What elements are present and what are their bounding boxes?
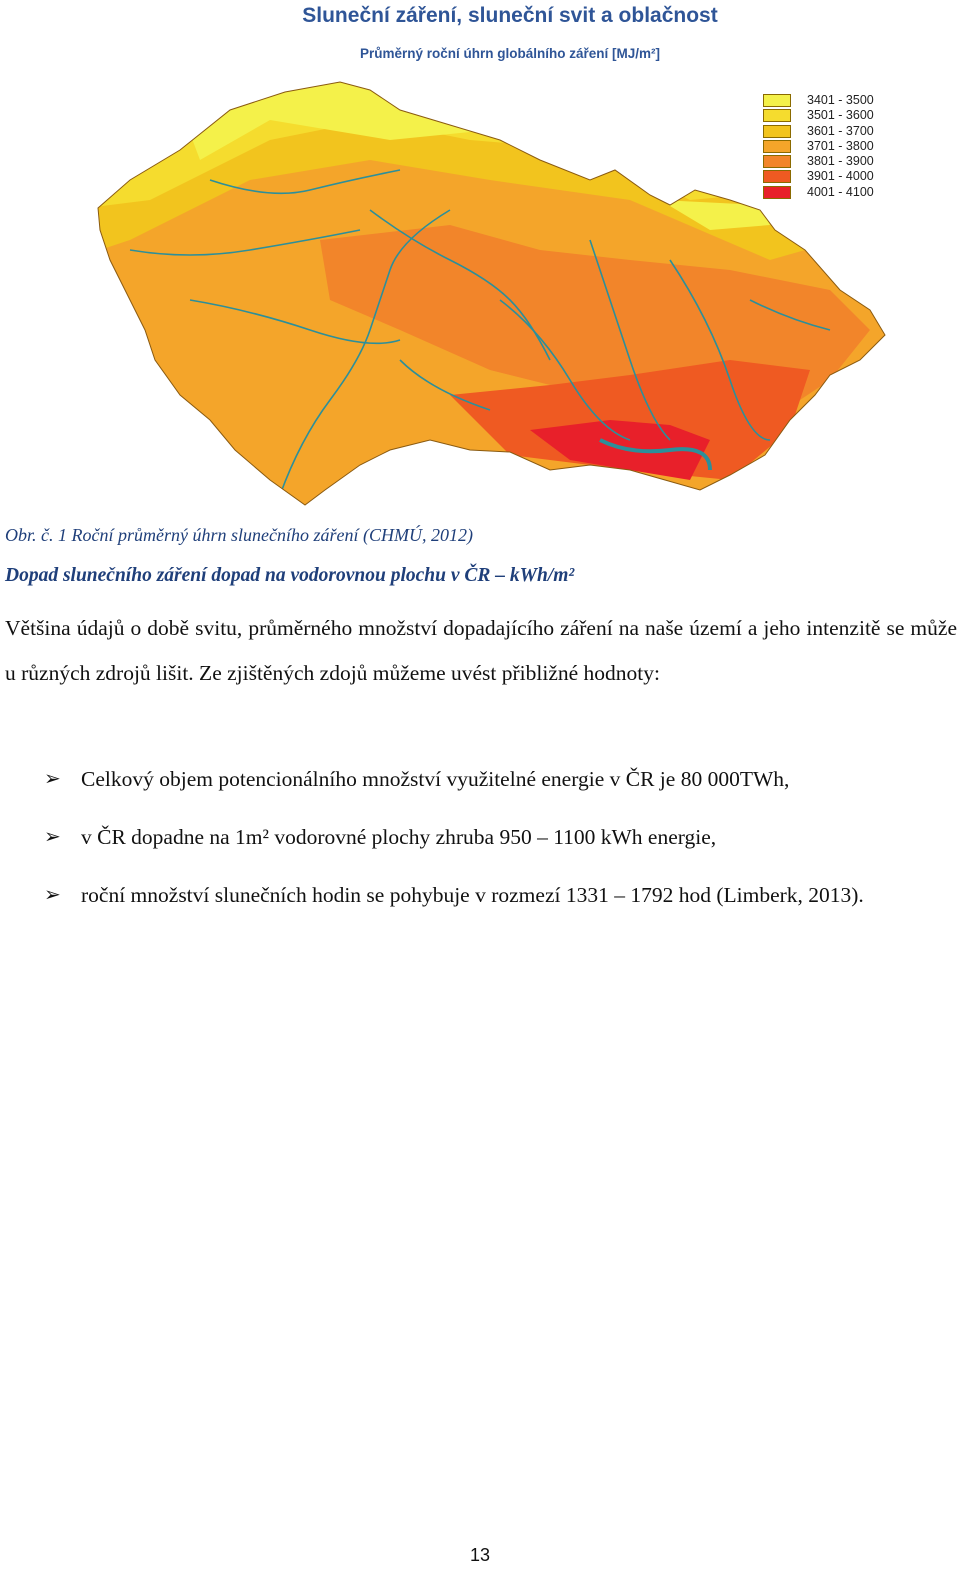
list-item-text: Celkový objem potencionálního množství využitelné energie v ČR je 80 000TWh, (81, 767, 790, 791)
legend-swatch (763, 170, 791, 183)
legend-swatch (763, 155, 791, 168)
arrowhead-bullet-icon: ➢ (44, 826, 61, 848)
legend-label: 4001 - 4100 (807, 184, 874, 199)
list-item-text: v ČR dopadne na 1m² vodorovné plochy zhruba 950 – 1100 kWh energie, (81, 825, 717, 849)
legend-label: 3901 - 4000 (807, 169, 874, 184)
legend-item (763, 154, 903, 169)
legend-item (763, 169, 903, 184)
legend-item (763, 108, 903, 123)
list-item (0, 815, 957, 860)
legend-swatch (763, 125, 791, 138)
list-item-text: roční množství slunečních hodin se pohybuje v rozmezí 1331 – 1792 hod (Limberk, 2013). (81, 883, 864, 907)
arrowhead-bullet-icon: ➢ (44, 768, 61, 790)
legend-swatch (763, 109, 791, 122)
legend-label: 3801 - 3900 (807, 154, 874, 169)
legend-swatch (763, 94, 791, 107)
legend-swatch (763, 140, 791, 153)
solar-radiation-map-figure (70, 0, 910, 515)
body-paragraph: Většina údajů o době svitu, průměrného množství dopadajícího záření na naše území a jeho intenzitě se může u různých zdrojů lišit. Ze zjištěných zdojů můžeme uvést přibližné hodnoty: (5, 616, 957, 685)
legend-label: 3401 - 3500 (807, 93, 874, 107)
list-item (0, 873, 957, 918)
legend-label: 3701 - 3800 (807, 138, 874, 153)
legend-item (763, 139, 903, 154)
section-heading: Dopad slunečního záření dopad na vodorovnou plochu v ČR – kWh/m² (5, 565, 575, 586)
legend-item (763, 124, 903, 139)
list-item (0, 757, 957, 802)
figure-caption: Obr. č. 1 Roční průměrný úhrn slunečního záření (CHMÚ, 2012) (5, 525, 473, 545)
figure-title: Sluneční záření, sluneční svit a oblačnost (302, 4, 718, 27)
page-number: 13 (469, 1545, 491, 1565)
arrowhead-bullet-icon: ➢ (44, 884, 61, 906)
legend-label: 3601 - 3700 (807, 123, 874, 138)
legend-label: 3501 - 3600 (807, 108, 874, 123)
legend-swatch (763, 186, 791, 199)
bullet-list (0, 757, 960, 931)
legend-item (763, 185, 903, 200)
czech-republic-map (70, 0, 910, 515)
figure-subtitle: Průměrný roční úhrn globálního záření [MJ/m²] (359, 46, 661, 61)
map-legend (763, 93, 903, 200)
legend-item (763, 93, 903, 108)
